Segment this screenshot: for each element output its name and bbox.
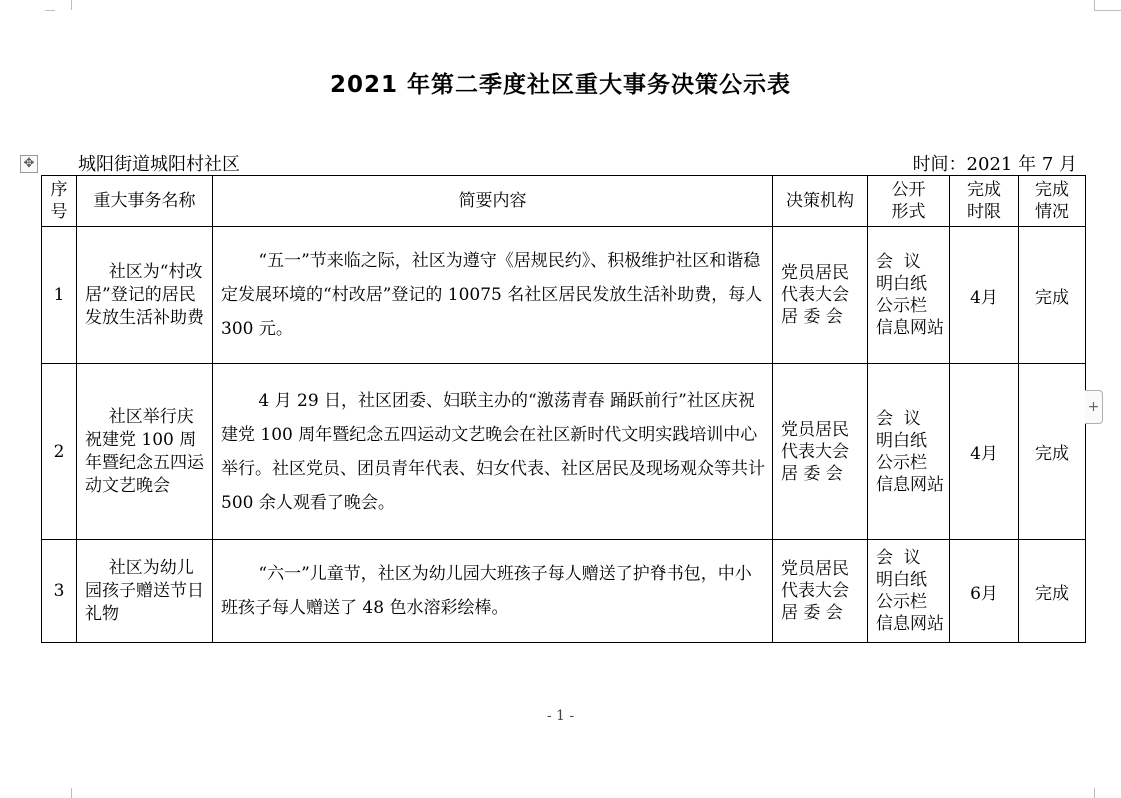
crop-mark-top-left-h: [45, 10, 55, 27]
row-seq: 1: [42, 227, 77, 364]
crop-mark-top-left: [55, 0, 72, 10]
table-header-row: [42, 176, 1086, 227]
page-title: 2021 年第二季度社区重大事务决策公示表: [329, 72, 792, 98]
row-status: 完成: [1019, 540, 1086, 643]
publish-date: 时间：2021 年 7 月: [912, 154, 1077, 175]
header-org: 决策机构: [773, 176, 868, 227]
crop-mark-bottom-right: [1094, 788, 1111, 798]
row-org: 党员居民 代表大会 居 委 会: [773, 227, 868, 364]
decision-table: [41, 175, 1086, 643]
plus-icon[interactable]: +: [1085, 390, 1103, 424]
row-limit: 4月: [950, 227, 1019, 364]
row-publicity: 会 议 明白纸 公示栏 信息网站: [868, 540, 950, 643]
row-status: 完成: [1019, 227, 1086, 364]
row-content: “六一”儿童节，社区为幼儿园大班孩子每人赠送了护脊书包，中小班孩子每人赠送了 48 色水溶彩绘棒。: [213, 540, 773, 643]
row-publicity: 会 议 明白纸 公示栏 信息网站: [868, 364, 950, 540]
header-name: 重大事务名称: [77, 176, 213, 227]
row-limit: 4月: [950, 364, 1019, 540]
move-cross-icon[interactable]: ✥: [20, 155, 38, 173]
header-publicity: 公开 形式: [868, 176, 950, 227]
row-org: 党员居民 代表大会 居 委 会: [773, 364, 868, 540]
table-row: [42, 364, 1086, 540]
table-row: [42, 227, 1086, 364]
page-number: - 1 -: [546, 708, 575, 724]
row-status: 完成: [1019, 364, 1086, 540]
crop-mark-top-right-h: [1094, 10, 1121, 27]
row-org: 党员居民 代表大会 居 委 会: [773, 540, 868, 643]
row-content: 4 月 29 日，社区团委、妇联主办的“激荡青春 踊跃前行”社区庆祝建党 100 周年暨纪念五四运动文艺晚会在社区新时代文明实践培训中心举行。社区党员、团员青年代表、妇女代表、社区居民及现场观众等共计 500 余人观看了晚会。: [213, 364, 773, 540]
row-content: “五一”节来临之际，社区为遵守《居规民约》、积极维护社区和谐稳定发展环境的“村改居”登记的 10075 名社区居民发放生活补助费，每人 300 元。: [213, 227, 773, 364]
header-content: 简要内容: [213, 176, 773, 227]
header-limit: 完成 时限: [950, 176, 1019, 227]
row-name: 社区为幼儿园孩子赠送节日礼物: [77, 540, 213, 643]
crop-mark-top-right: [1094, 0, 1111, 10]
organization-name: 城阳街道城阳村社区: [78, 154, 240, 175]
crop-mark-bottom-left: [55, 788, 72, 798]
row-seq: 3: [42, 540, 77, 643]
table-row: [42, 540, 1086, 643]
row-seq: 2: [42, 364, 77, 540]
header-seq: 序 号: [42, 176, 77, 227]
header-status: 完成 情况: [1019, 176, 1086, 227]
row-name: 社区举行庆祝建党 100 周年暨纪念五四运动文艺晚会: [77, 364, 213, 540]
row-publicity: 会 议 明白纸 公示栏 信息网站: [868, 227, 950, 364]
row-name: 社区为“村改居”登记的居民发放生活补助费: [77, 227, 213, 364]
row-limit: 6月: [950, 540, 1019, 643]
